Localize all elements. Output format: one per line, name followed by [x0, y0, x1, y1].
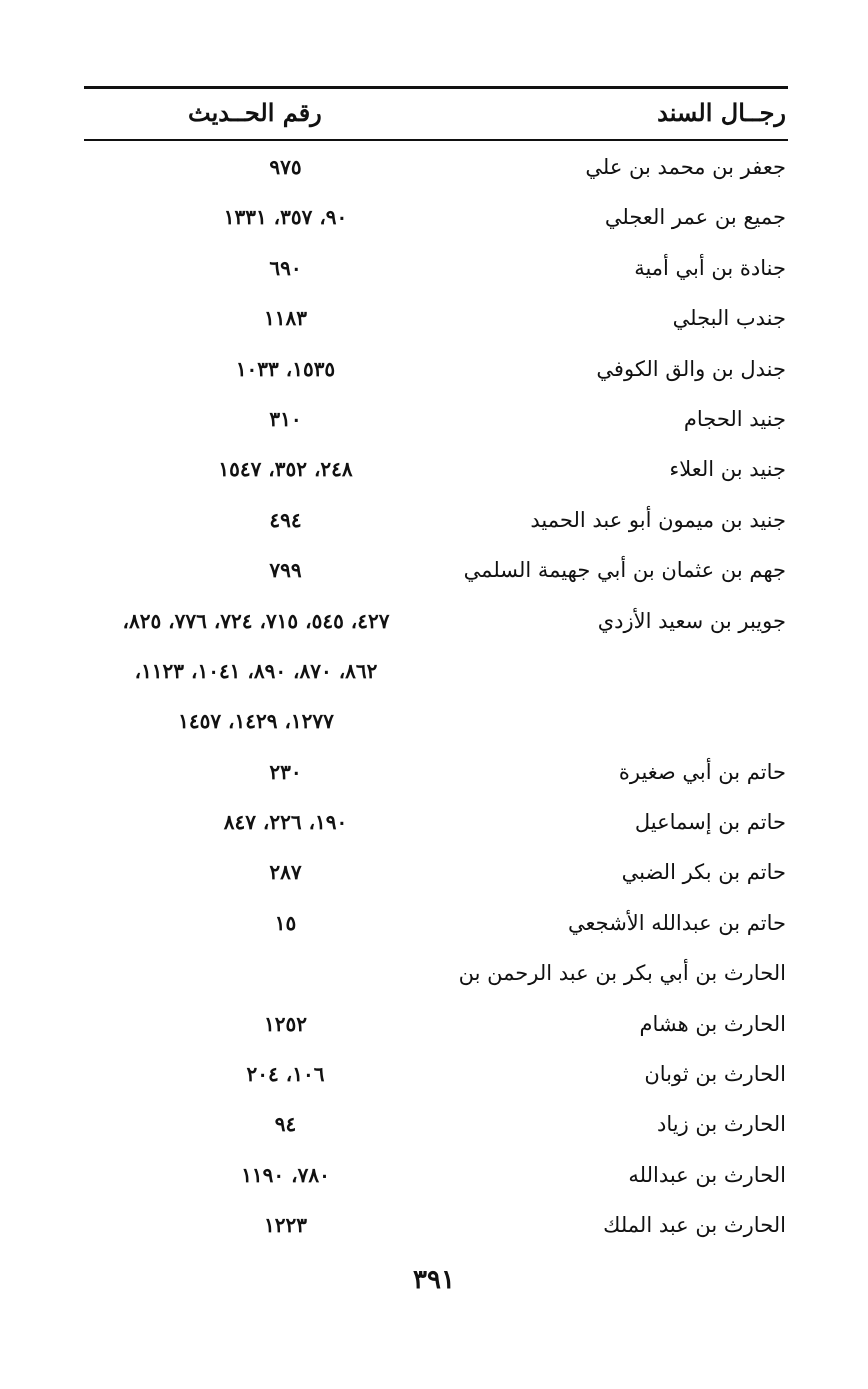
index-row [84, 901, 788, 951]
index-row [84, 699, 788, 749]
narrator-name: جويبر بن سعيد الأزدي [597, 608, 786, 633]
narrator-name: جندب البجلي [672, 306, 786, 331]
hadith-numbers: ٢٤٨، ٣٥٢، ١٥٤٧ [218, 457, 353, 482]
index-row [84, 296, 788, 346]
hadith-numbers: ٩٧٥ [269, 155, 302, 179]
hadith-numbers: ١٥٣٥، ١٠٣٣ [235, 356, 336, 381]
hadith-numbers: ٢٨٧ [269, 860, 302, 885]
hadith-numbers: ٢٣٠ [269, 759, 302, 784]
top-rule [84, 86, 788, 89]
hadith-numbers: ٨٦٢، ٨٧٠، ٨٩٠، ١٠٤١، ١١٢٣، [134, 658, 378, 683]
hadith-numbers: ٦٩٠ [269, 255, 302, 280]
narrator-name: جميع بن عمر العجلي [604, 205, 786, 230]
narrator-name: حاتم بن بكر الضبي [621, 860, 786, 885]
narrator-name: الحارث بن ثوبان [644, 1062, 786, 1087]
hadith-numbers: ٤٢٧، ٥٤٥، ٧١٥، ٧٢٤، ٧٧٦، ٨٢٥، [122, 608, 390, 633]
index-row [84, 599, 788, 649]
hadith-numbers: ١٢٢٣ [264, 1213, 307, 1238]
narrator-name: الحارث بن عبدالله [628, 1162, 786, 1187]
index-row [84, 397, 788, 447]
index-row [84, 850, 788, 900]
index-row [84, 447, 788, 497]
index-row [84, 750, 788, 800]
hadith-numbers: ٧٩٩ [269, 558, 302, 583]
narrator-name: الحارث بن أبي بكر بن عبد الرحمن بن [458, 961, 786, 986]
index-row [84, 1153, 788, 1203]
index-row [84, 145, 788, 195]
narrator-name: الحارث بن زياد [656, 1112, 786, 1137]
index-row [84, 347, 788, 397]
narrator-name: جعفر بن محمد بن علي [585, 155, 786, 179]
index-row [84, 548, 788, 598]
hadith-numbers: ٩٠، ٣٥٧، ١٣٣١ [223, 205, 348, 230]
hadith-numbers: ١١٨٣ [264, 306, 307, 331]
narrator-name: جنادة بن أبي أمية [634, 255, 786, 280]
narrator-name: الحارث بن هشام [639, 1011, 786, 1036]
index-row [84, 1102, 788, 1152]
header-rule [84, 139, 788, 141]
narrator-name: حاتم بن إسماعيل [634, 810, 786, 835]
page-number: ٣٩١ [413, 1265, 455, 1295]
hadith-numbers: ١٩٠، ٢٢٦، ٨٤٧ [223, 810, 348, 835]
narrator-name: جهم بن عثمان بن أبي جهيمة السلمي [463, 558, 786, 583]
narrator-name: جنيد الحجام [683, 406, 786, 431]
index-row [84, 1002, 788, 1052]
narrator-name: حاتم بن أبي صغيرة [618, 759, 786, 784]
hadith-numbers: ٤٩٤ [269, 507, 302, 532]
narrator-index-list [84, 145, 788, 1254]
index-row [84, 1203, 788, 1253]
hadith-numbers: ١٢٥٢ [264, 1011, 307, 1036]
narrator-name: جندل بن والق الكوفي [596, 356, 786, 381]
index-row [84, 498, 788, 548]
narrator-name: الحارث بن عبد الملك [603, 1213, 786, 1238]
index-row [84, 195, 788, 245]
index-row [84, 800, 788, 850]
narrator-name: جنيد بن العلاء [669, 457, 786, 482]
narrator-name: حاتم بن عبدالله الأشجعي [568, 910, 786, 935]
narrator-name: جنيد بن ميمون أبو عبد الحميد [530, 507, 786, 532]
hadith-numbers: ١٢٧٧، ١٤٢٩، ١٤٥٧ [178, 709, 334, 734]
index-row [84, 1052, 788, 1102]
index-row [84, 649, 788, 699]
hadith-numbers: ١٠٦، ٢٠٤ [246, 1062, 325, 1087]
index-row [84, 246, 788, 296]
hadith-numbers: ١٥ [274, 910, 297, 935]
column-header-hadith-numbers: رقم الحــديث [188, 98, 322, 127]
hadith-numbers: ٣١٠ [269, 406, 302, 431]
hadith-numbers: ٧٨٠، ١١٩٠ [241, 1162, 330, 1187]
index-row [84, 951, 788, 1001]
hadith-numbers: ٩٤ [274, 1112, 297, 1137]
column-header-narrators: رجــال السند [657, 98, 786, 127]
